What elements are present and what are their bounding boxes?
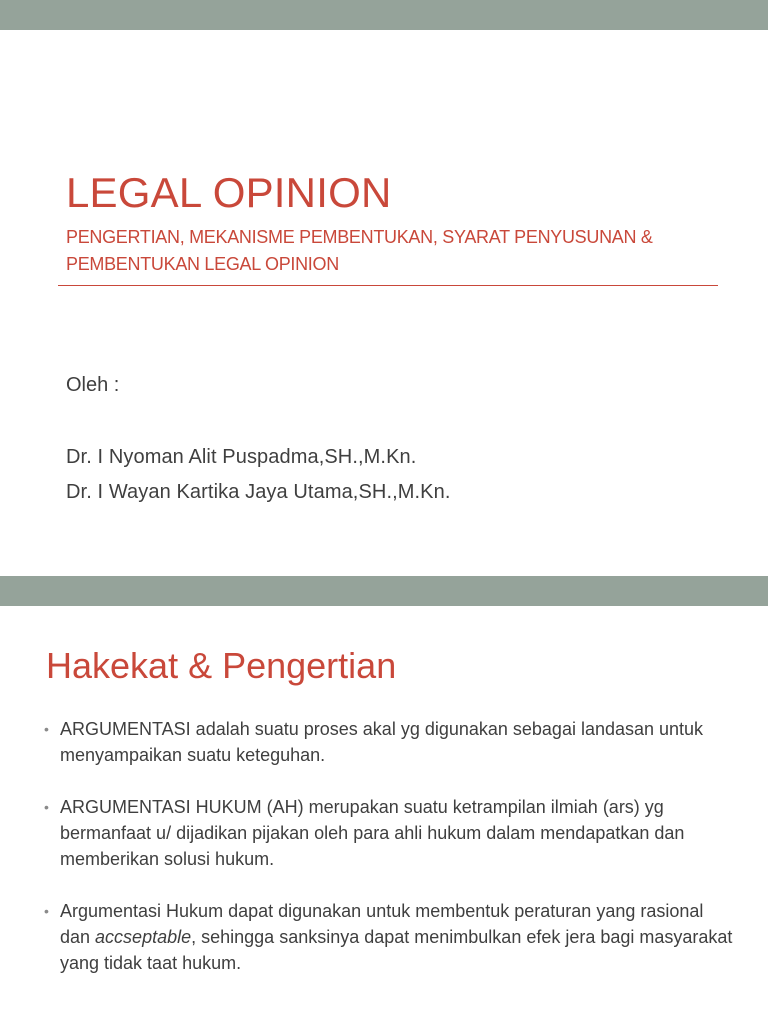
slide-title-heading: LEGAL OPINION xyxy=(66,169,392,216)
slide-content xyxy=(0,606,768,1024)
bullet-item-3 xyxy=(44,898,734,976)
byline-label: Oleh : xyxy=(66,374,120,396)
bullet-text-3-end: , sehingga sanksinya dapat menimbulkan efek jera bagi masyarakat yang tidak taat hukum. xyxy=(60,927,733,973)
bullet-list xyxy=(44,716,734,976)
slide-subtitle: PENGERTIAN, MEKANISME PEMBENTUKAN, SYARAT PENYUSUNAN & PEMBENTUKAN LEGAL OPINION xyxy=(66,227,653,274)
title-divider xyxy=(58,285,718,286)
slide-title xyxy=(0,30,768,576)
top-band xyxy=(0,0,768,30)
bullet-item-2 xyxy=(44,794,734,872)
bullet-text-2: ARGUMENTASI HUKUM (AH) merupakan suatu ketrampilan ilmiah (ars) yg bermanfaat u/ dijadikan pijakan oleh para ahli hukum dalam mendapatkan dan memberikan solusi hukum. xyxy=(60,797,685,869)
bullet-item-1 xyxy=(44,716,734,768)
bullet-text-1: ARGUMENTASI adalah suatu proses akal yg digunakan sebagai landasan untuk menyampaikan suatu keteguhan. xyxy=(60,719,704,765)
bullet-dot-icon: • xyxy=(44,721,49,737)
bullet-dot-icon: • xyxy=(44,903,49,919)
bullet-text-3-start: Argumentasi Hukum dapat digunakan untuk membentuk peraturan yang rasional dan xyxy=(60,901,704,947)
bullet-text-3-italic: accseptable xyxy=(95,927,192,947)
content-heading: Hakekat & Pengertian xyxy=(46,645,397,686)
bullet-dot-icon: • xyxy=(44,799,49,815)
author-2: Dr. I Wayan Kartika Jaya Utama,SH.,M.Kn. xyxy=(66,481,451,503)
author-1: Dr. I Nyoman Alit Puspadma,SH.,M.Kn. xyxy=(66,446,417,468)
slide-separator-band xyxy=(0,576,768,606)
